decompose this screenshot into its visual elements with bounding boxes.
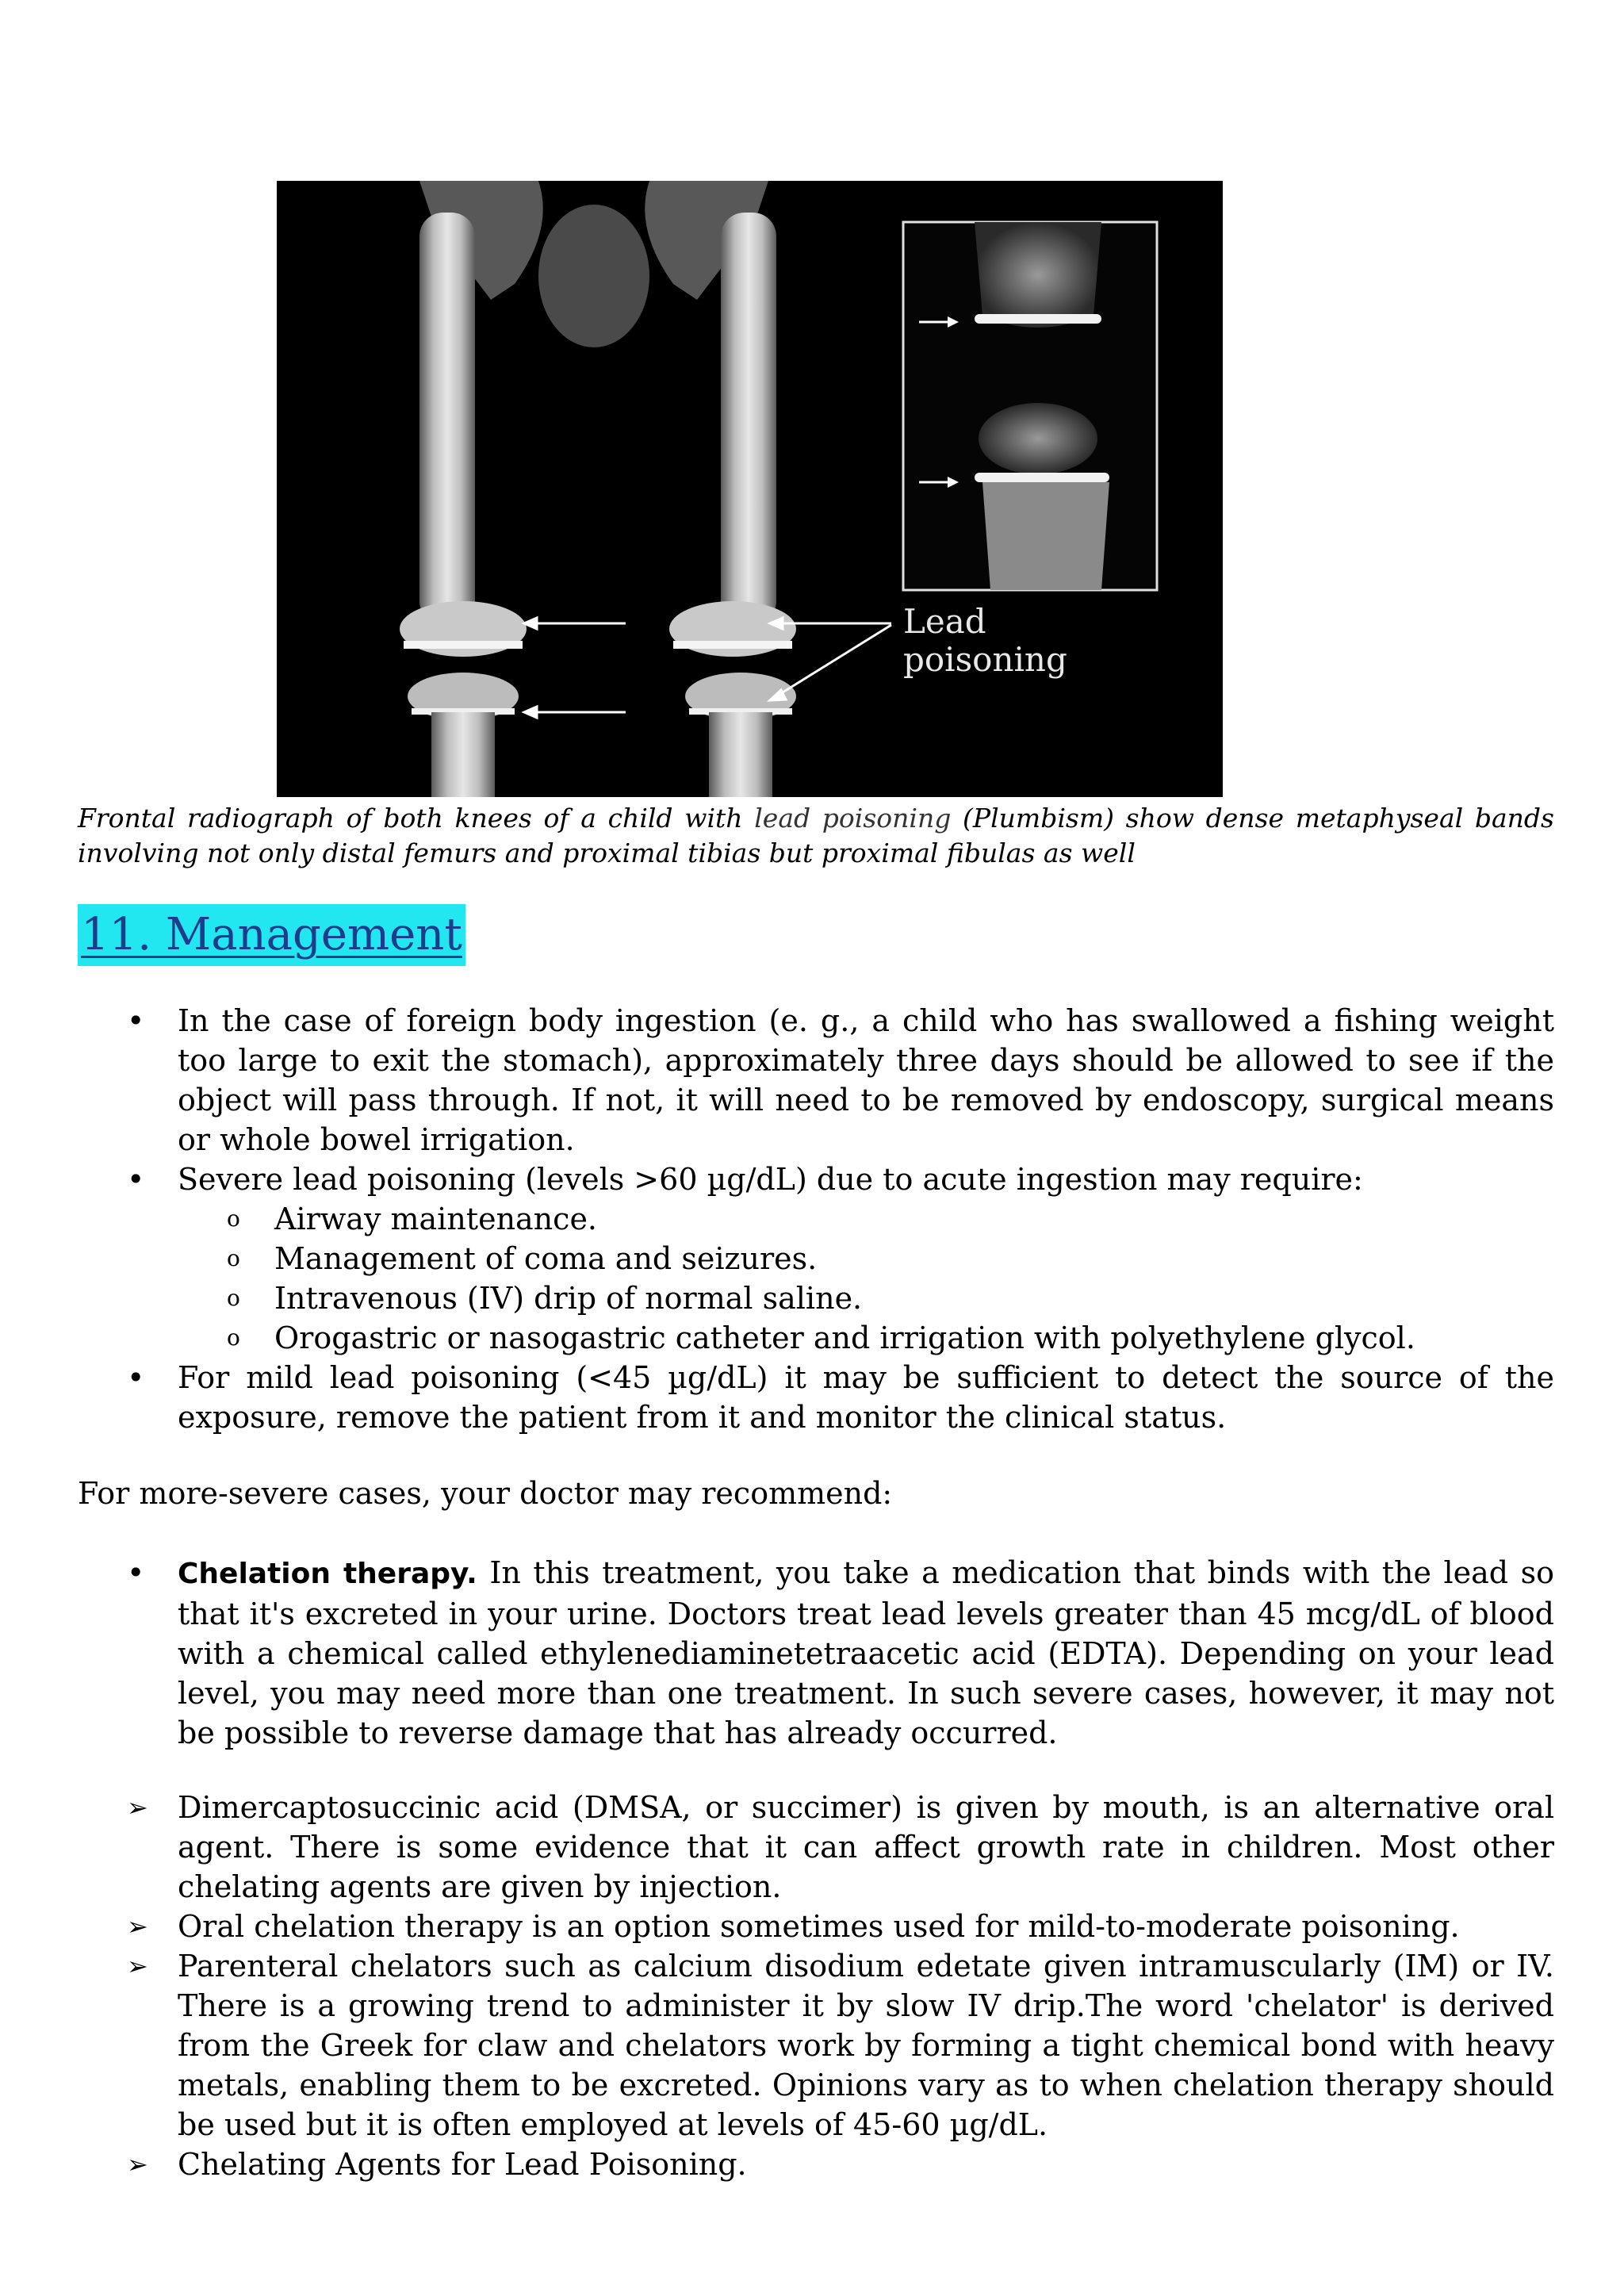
circle-marker: o (227, 1245, 240, 1271)
bullet-marker: • (127, 1555, 145, 1590)
management-list (78, 1001, 1554, 1437)
chelation-term: Chelation therapy. (178, 1558, 477, 1590)
list-item-text: Severe lead poisoning (levels >60 µg/dL) due to acute ingestion may require: (178, 1162, 1363, 1197)
arrow-marker: ➢ (127, 1951, 148, 1981)
inset-knee (903, 222, 1157, 590)
chelating-agents-list (78, 1788, 1554, 2184)
sub-list-item-text: Airway maintenance. (274, 1202, 598, 1236)
sub-list-item (78, 1199, 1554, 1239)
list-item (78, 2145, 1554, 2184)
figure-label-line2: poisoning (903, 640, 1067, 679)
sub-list-item-text: Intravenous (IV) drip of normal saline. (274, 1281, 863, 1316)
sub-list-item (78, 1239, 1554, 1278)
arrow-marker: ➢ (127, 1792, 148, 1823)
list-item-text: For mild lead poisoning (<45 µg/dL) it may be sufficient to detect the source of the exposure, remove the patient from it and monitor the clinical status. (178, 1360, 1554, 1435)
list-item (78, 1946, 1554, 2145)
circle-marker: o (227, 1285, 240, 1311)
list-item (78, 1553, 1554, 1753)
arrow-marker: ➢ (127, 1911, 148, 1941)
list-item (78, 1788, 1554, 1907)
sub-list-item-text: Management of coma and seizures. (274, 1241, 818, 1276)
list-item (78, 1907, 1554, 1946)
list-item-text: In the case of foreign body ingestion (e. g., a child who has swallowed a fishing weight too large to exit the stomach), approximately three days should be allowed to see if the object will pass through. If not, it will need to be removed by endoscopy, surgical means or whole bowel irrigation. (178, 1003, 1554, 1157)
bullet-marker: • (127, 1360, 145, 1395)
circle-marker: o (227, 1205, 240, 1232)
bullet-marker: • (127, 1003, 145, 1038)
section-heading: 11. Management (78, 904, 465, 966)
list-item-text: Oral chelation therapy is an option sometimes used for mild-to-moderate poisoning. (178, 1909, 1460, 1944)
circle-marker: o (227, 1324, 240, 1351)
list-item (78, 1159, 1554, 1199)
xray-figure (277, 181, 1223, 797)
sub-list-item (78, 1318, 1554, 1358)
caption-part3: (Plumbism) show dense metaphyseal bands involving not only distal femurs and proximal tibias but proximal fibulas as well (78, 803, 1554, 868)
chelation-text: In this treatment, you take a medication that binds with the lead so that it's excreted in your urine. Doctors treat lead levels greater than 45 mcg/dL of blood with a chemical called ethylenediaminetetraacetic acid (EDTA). Depending on your lead level, you may need more than one treatment. In such severe cases, however, it may not be possible to reverse damage that has already occurred. (178, 1555, 1554, 1750)
list-item (78, 1001, 1554, 1159)
list-item-text: Parenteral chelators such as calcium disodium edetate given intramuscularly (IM) or IV. There is a growing trend to administer it by slow IV drip.The word 'chelator' is derived from the Greek for claw and chelators work by forming a tight chemical bond with heavy metals, enabling them to be excreted. Opinions vary as to when chelation therapy should be used but it is often employed at levels of 45-60 µg/dL. (178, 1949, 1554, 2142)
sub-list-item-text: Orogastric or nasogastric catheter and irrigation with polyethylene glycol. (274, 1320, 1415, 1355)
caption-part2: lead poisoning (754, 803, 952, 834)
sub-list-item (78, 1278, 1554, 1318)
figure-label-line1: Lead (903, 602, 986, 641)
caption-part1: Frontal radiograph of both knees of a child with (78, 803, 743, 834)
severe-cases-intro: For more-severe cases, your doctor may recommend: (78, 1476, 893, 1511)
chelation-list (78, 1553, 1554, 1753)
arrow-marker: ➢ (127, 2149, 148, 2179)
list-item-text: Chelating Agents for Lead Poisoning. (178, 2147, 747, 2182)
list-item-text: Dimercaptosuccinic acid (DMSA, or succimer) is given by mouth, is an alternative oral agent. There is some evidence that it can affect growth rate in children. Most other chelating agents are given by injection. (178, 1790, 1554, 1904)
list-item (78, 1358, 1554, 1437)
figure-caption (78, 801, 1554, 871)
bullet-marker: • (127, 1162, 145, 1197)
